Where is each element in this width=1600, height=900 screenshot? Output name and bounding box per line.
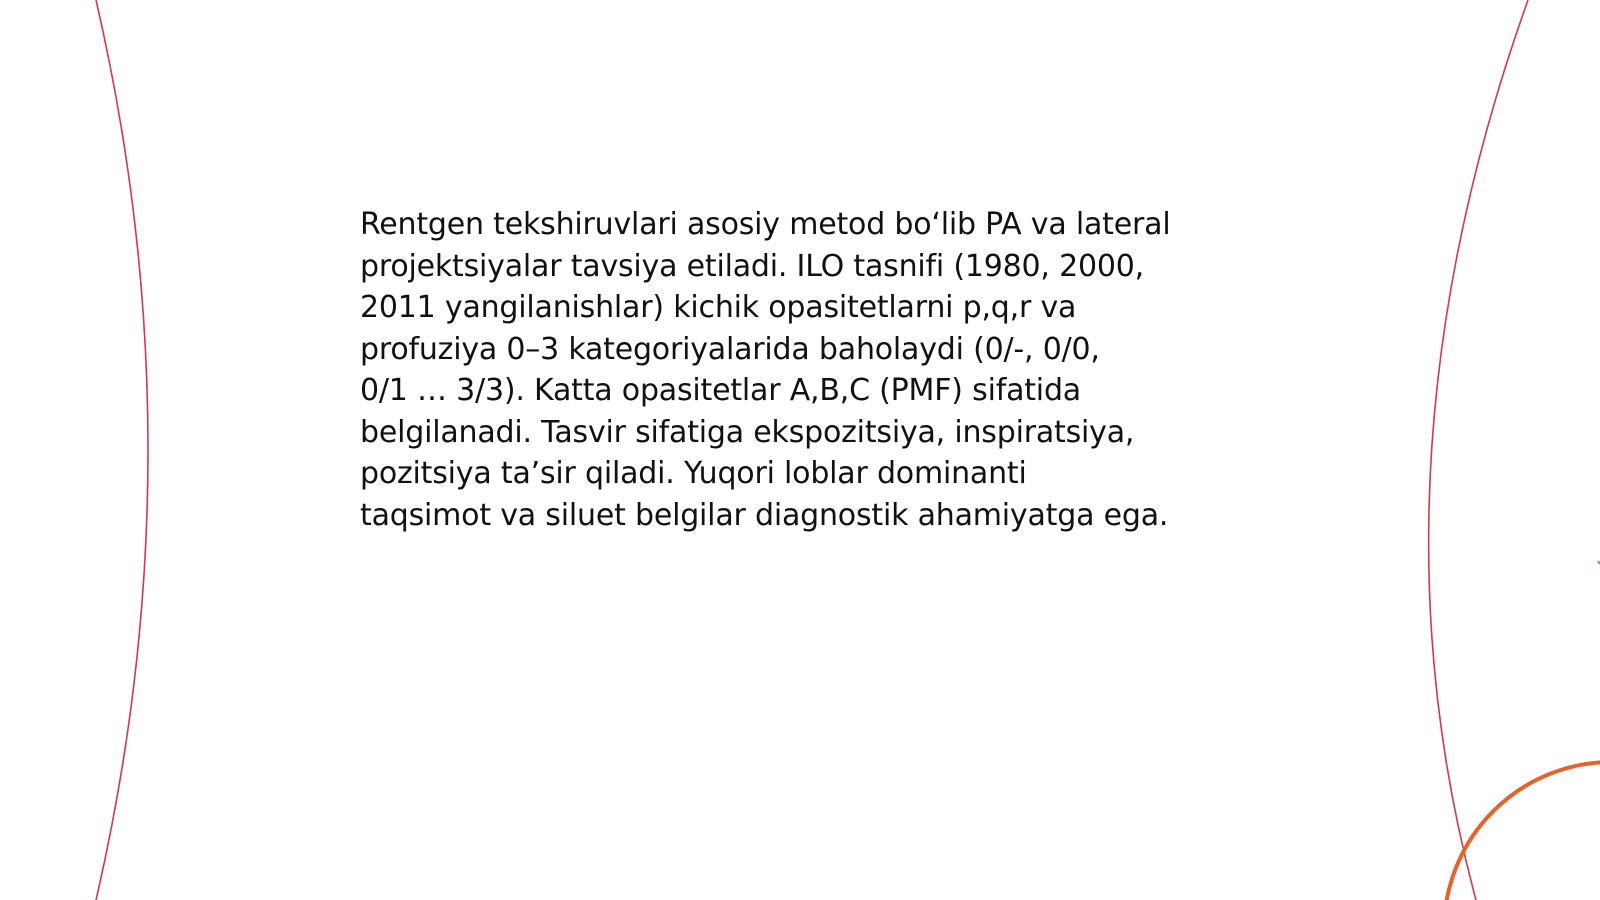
paragraph-line: projektsiyalar tavsiya etiladi. ILO tasnifi (1980, 2000,: [360, 248, 1144, 284]
paragraph-line: profuziya 0–3 kategoriyalarida baholaydi (0/-, 0/0,: [360, 331, 1100, 367]
paragraph-line: 2011 yangilanishlar) kichik opasitetlarni p,q,r va: [360, 290, 1077, 325]
paragraph-line: belgilanadi. Tasvir sifatiga ekspozitsiya, inspiratsiya,: [360, 414, 1135, 450]
left-curve-line: [96, 0, 148, 900]
paragraph-line: pozitsiya ta’sir qiladi. Yuqori loblar dominanti: [360, 456, 1027, 491]
paragraph-line: taqsimot va siluet belgilar diagnostik ahamiyatga ega.: [360, 497, 1169, 533]
body-paragraph: [360, 204, 1260, 536]
paragraph-line: 0/1 … 3/3). Katta opasitetlar A,B,C (PMF) sifatida: [360, 373, 1081, 408]
right-curve-line: [1429, 0, 1528, 900]
paragraph-line: Rentgen tekshiruvlari asosiy metod bo‘lib PA va lateral: [360, 207, 1171, 242]
orange-accent-arc: [1444, 762, 1600, 900]
